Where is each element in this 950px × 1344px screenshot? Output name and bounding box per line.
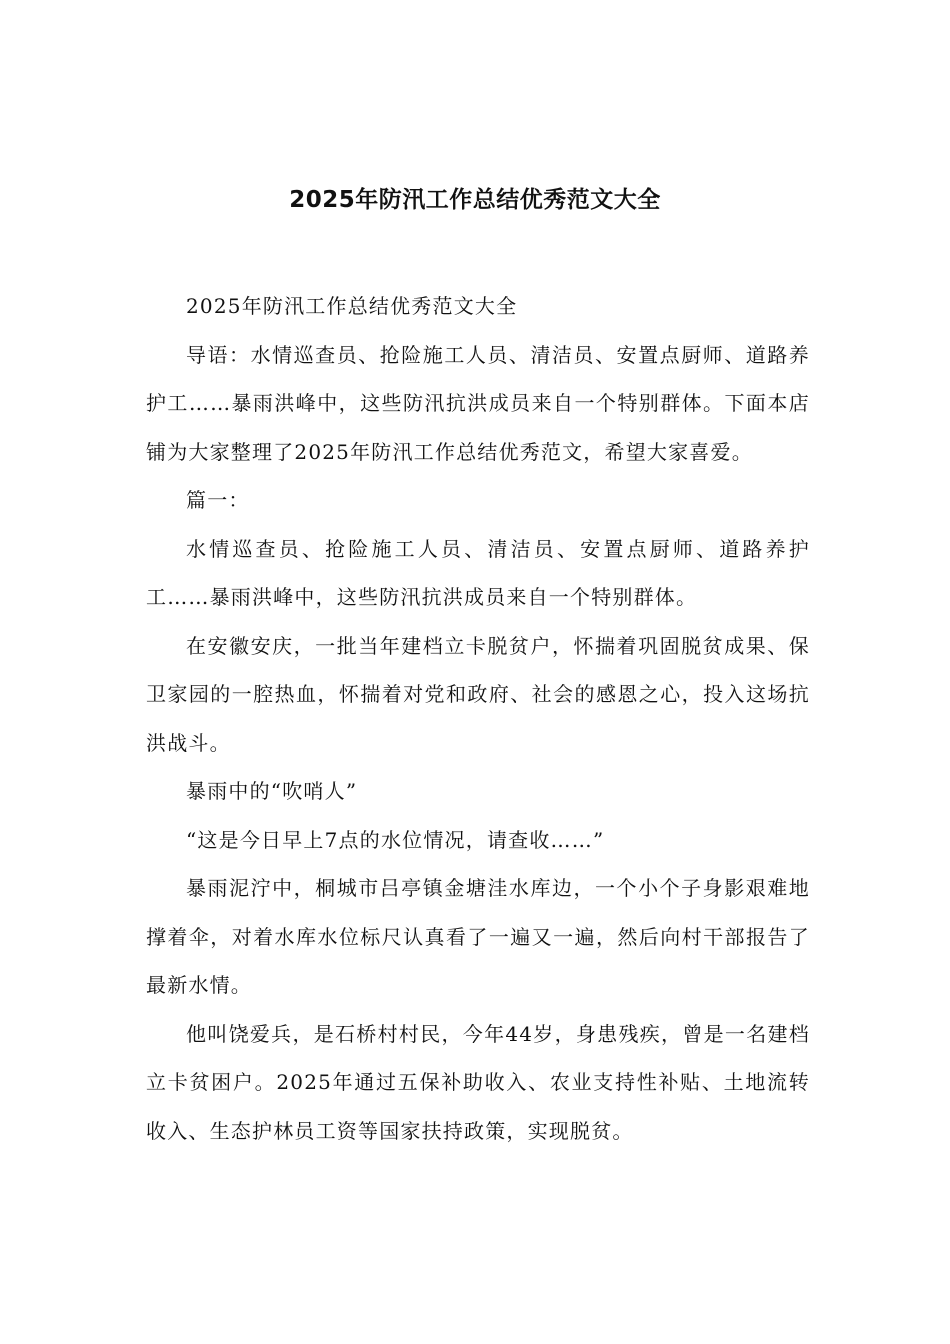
paragraph: 水情巡查员、抢险施工人员、清洁员、安置点厨师、道路养护工……暴雨洪峰中，这些防汛抗洪成员来自一个特别群体。	[146, 536, 810, 609]
document-title: 2025年防汛工作总结优秀范文大全	[289, 187, 661, 213]
paragraph-quote: “这是今日早上7点的水位情况，请查收……”	[186, 827, 605, 852]
document-body	[146, 282, 810, 1155]
paragraph: 他叫饶爱兵，是石桥村村民，今年44岁，身患残疾，曾是一名建档立卡贫困户。2025年通过五保补助收入、农业支持性补贴、土地流转收入、生态护林员工资等国家扶持政策，实现脱贫。	[146, 1021, 810, 1143]
paragraph-intro: 导语：水情巡查员、抢险施工人员、清洁员、安置点厨师、道路养护工……暴雨洪峰中，这些防汛抗洪成员来自一个特别群体。下面本店铺为大家整理了2025年防汛工作总结优秀范文，希望大家喜爱。	[146, 342, 810, 464]
paragraph-subheading: 暴雨中的“吹哨人”	[186, 779, 358, 803]
paragraph-section-label: 篇一：	[186, 488, 250, 512]
paragraph: 暴雨泥泞中，桐城市吕亭镇金塘洼水库边，一个小个子身影艰难地撑着伞，对着水库水位标尺认真看了一遍又一遍，然后向村干部报告了最新水情。	[146, 876, 810, 997]
paragraph: 在安徽安庆，一批当年建档立卡脱贫户，怀揣着巩固脱贫成果、保卫家园的一腔热血，怀揣着对党和政府、社会的感恩之心，投入这场抗洪战斗。	[146, 633, 810, 755]
paragraph-heading-repeat: 2025年防汛工作总结优秀范文大全	[186, 294, 518, 318]
